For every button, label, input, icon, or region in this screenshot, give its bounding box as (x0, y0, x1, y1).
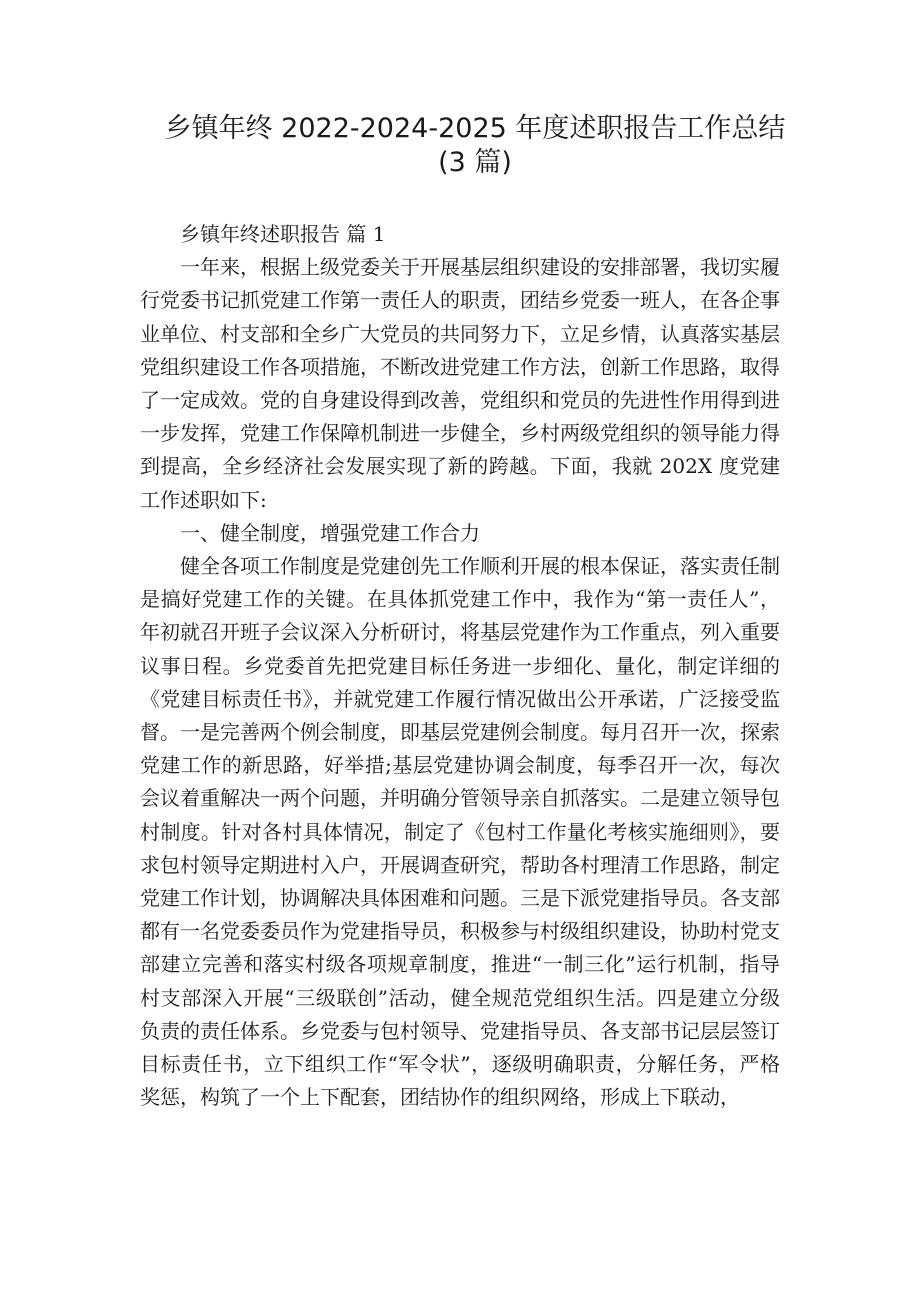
paragraph-body: 健全各项工作制度是党建创先工作顺利开展的根本保证，落实责任制是搞好党建工作的关键。在具体抓党建工作中，我作为“第一责任人”，年初就召开班子会议深入分析研讨，将基层党建作为工作重点，列入重要议事日程。乡党委首先把党建目标任务进一步细化、量化，制定详细的《党建目标责任书》，并就党建工作履行情况做出公开承诺，广泛接受监督。一是完善两个例会制度，即基层党建例会制度。每月召开一次，探索党建工作的新思路，好举措;基层党建协调会制度，每季召开一次，每次会议着重解决一两个问题，并明确分管领导亲自抓落实。二是建立领导包村制度。针对各村具体情况，制定了《包村工作量化考核实施细则》，要求包村领导定期进村入户，开展调查研究，帮助各村理清工作思路，制定党建工作计划，协调解决具体困难和问题。三是下派党建指导员。各支部都有一名党委委员作为党建指导员，积极参与村级组织建设，协助村党支部建立完善和落实村级各项规章制度，推进“一制三化”运行机制，指导村支部深入开展“三级联创”活动，健全规范党组织生活。四是建立分级负责的责任体系。乡党委与包村领导、党建指导员、各支部书记层层签订目标责任书，立下组织工作“军令状”，逐级明确职责，分解任务，严格奖惩，构筑了一个上下配套，团结协作的组织网络，形成上下联动， (140, 554, 780, 1110)
section-heading: 一、健全制度，增强党建工作合力 (180, 520, 480, 545)
paragraph-intro: 一年来，根据上级党委关于开展基层组织建设的安排部署，我切实履行党委书记抓党建工作第一责任人的职责，团结乡党委一班人，在各企事业单位、村支部和全乡广大党员的共同努力下，立足乡情，认真落实基层党组织建设工作各项措施，不断改进党建工作方法，创新工作思路，取得了一定成效。党的自身建设得到改善，党组织和党员的先进性作用得到进一步发挥，党建工作保障机制进一步健全，乡村两级党组织的领导能力得到提高，全乡经济社会发展实现了新的跨越。下面，我就 202X 度党建工作述职如下: (140, 255, 780, 512)
document-body (140, 218, 780, 1114)
section-label: 乡镇年终述职报告 篇 1 (180, 222, 386, 246)
document-title: 乡镇年终 2022-2024-2025 年度述职报告工作总结 (3 篇) (164, 113, 786, 178)
